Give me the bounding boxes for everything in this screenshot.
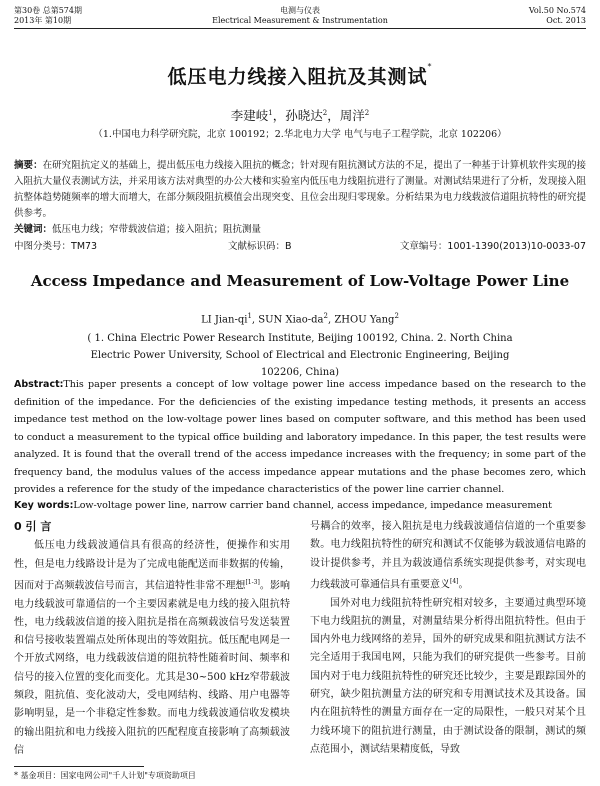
section-heading: 0 引 言 [14,520,52,533]
affiliation-en: ( 1. China Electric Power Research Institute, Beijing 100192, China. 2. North China Electric Power University, School of Electrical and Electronic Engineering, Beijing 102206, China) [87,333,513,378]
body-paragraph [310,595,586,760]
header-rule [14,28,586,29]
abstract-en-label: Abstract: [14,379,64,390]
footnote-rule [14,766,144,767]
header-journal-en: Electrical Measurement & Instrumentation [212,16,388,25]
paper-title-en: Access Impedance and Measurement of Low-Voltage Power Line [30,272,570,290]
author-en-sup: 2 [394,312,399,320]
body-paragraph [310,518,586,595]
abstract-cn [14,158,586,222]
keywords-cn-text: 低压电力线；窄带载波信道；接入阻抗；阻抗测量 [52,224,262,235]
doc-code-label: 文献标识码： [228,241,286,252]
author-en-name: ZHOU Yang [334,314,395,326]
author-cn-name: 李建岐 [230,108,269,123]
title-cn-text: 低压电力线接入阻抗及其测试 [167,66,428,88]
citation: [1-3] [245,578,260,586]
abstract-cn-text: 在研究阻抗定义的基础上，提出低压电力线接入阻抗的概念；针对现有阻抗测试方法的不足，提出了一种基于计算机软件实现的接入阻抗大量仪表测试方法，并采用该方法对典型的办公大楼和实验室内低压电力线阻抗进行了测量。对测试结果进行了分析，发现接入阻抗整体趋势随频率的增大而增大，在部分频段阻抗模值会出现突变、且位会出现归零现象。分析结果为电力线载波信道阻抗特性的研究提供参考。 [14,160,586,219]
body-text: 低压电力线载波通信具有很高的经济性，便操作和实用性，但是电力线路设计是为了完成电能配送而非数据的传输，因而对于高频载波信号而言，其信道特性非常不理想 [14,540,290,592]
footnote-funding: * 基金项目：国家电网公司"千人计划"专项资助项目 [14,771,196,780]
affiliation-cn: （1.中国电力科学研究院，北京 100192；2.华北电力大学 电气与电子工程学院，北京 102206） [93,129,507,140]
author-en-sup: 1 [247,312,252,320]
author-cn-sup: 2 [364,108,370,117]
doc-code-value: B [285,241,292,252]
authors-en: LI Jian-$qi^1$, SUN Xiao-$da^2$, ZHOU Yang$^2$ [201,312,399,326]
author-cn-name: 孙晓达 [285,108,323,123]
author-cn-sup: 2 [322,108,328,117]
clc-value: TM73 [71,241,98,252]
header-volume-right: Vol.50 No.574 [528,6,586,15]
authors-cn: 李建岐$^1$，孙晓达$^2$，周洋$^2$ [230,108,370,123]
keywords-en-text: Low-voltage power line, narrow carrier band channel, access impedance, impedance measurement [73,500,552,511]
abstract-en-text: This paper presents a concept of low voltage power line access impedance based on the research to the definition of the impedance. For the deficiencies of the existing impedance testing methods, it presents an access impedance test method on the low-voltage power lines based on computer software, and this method has been used to conduct a measurement to the typical office building and laboratory impedance. In this paper, the test results were analyzed. It is found that the overall trend of the access impedance increases with the frequency; in some part of the frequency band, the modulus values of the access impedance appear mutations and the phase becomes zero, which provides a reference for the study of the impedance characteristics of the power line carrier channel. [14,379,586,495]
abstract-cn-label: 摘要： [14,160,43,171]
clc-number [14,238,97,252]
header-date: Oct. 2013 [546,16,586,25]
body-text: 国外对电力线阻抗特性研究相对较多，主要通过典型环境下电力线阻抗的测量，对测量结果分析得出阻抗特性。但由于国内外电力线网络的差异，国外的研究成果和阻抗测试方法不完全适用于我国电网，只能为我们的研究提供一些参考。目前国内对于电力线阻抗特性的研究还比较少，主要是跟踪国外的研究，缺少阻抗测量方法的研究和专用测试技术及其设备。国内在阻抗特性的测量方面存在一定的局限性，一般只对某个且力线环境下的阻抗进行测量，由于测试设备的限制，测试的频点范围小，测试结果精度低，导致 [310,597,586,755]
body-text: 。 [458,579,469,591]
keywords-cn-label: 关键词： [14,224,53,235]
body-text: 号耦合的效率，接入阻抗是电力线载波通信信道的一个重要参数。电力线阻抗特性的研究和测试不仅能够为载波通信电路的设计提供参考，并且为载波通信系统实现提供参考，对实现电力线载波可靠通信具有重要意义 [310,521,586,591]
article-number [400,238,586,252]
title-footnote-mark: * [427,62,433,71]
keywords-en [14,498,586,514]
citation: [4] [450,577,459,585]
document-code [228,238,292,252]
keywords-en-label: Key words: [14,500,74,511]
author-en-name: SUN Xiao-da [258,314,324,326]
clc-label: 中图分类号： [14,241,72,252]
keywords-cn [14,222,586,238]
abstract-en [14,376,586,499]
author-cn-name: 周洋 [339,108,365,123]
body-paragraph [14,537,290,760]
article-no-value: 1001-1390(2013)10-0033-07 [447,241,586,252]
author-en-sup: 2 [323,312,328,320]
header-journal-cn: 电测与仪表 [280,6,320,15]
body-column-left [14,518,290,760]
author-cn-sup: 1 [268,108,273,117]
author-en-name: LI Jian-qi [201,314,248,326]
body-column-right [310,518,586,759]
article-no-label: 文章编号： [399,241,448,252]
paper-title-cn [0,62,600,89]
header-year-issue: 2013年 第10期 [14,16,72,25]
body-text: 。影响电力线载波可靠通信的一个主要因素就是电力线的接入阻抗特性，电力线载波信道的接入阻抗是指在高频载波信号发送装置和信号接收装置端点处所体现出的等效阻抗。低压配电网是一个开放式网络，电力线载波信道的阻抗特性随着时间、频率和信号的接入位置的变化而变化。尤其是30~500 kHz窄带载波频段，阻抗值、变化波动大，受电网结构、线路、用户电器等影响明显，是一个非稳定性参数。而电力线载波通信收发模块的输出阻抗和电力线接入阻抗的匹配程度直接影响了高频载波信 [14,580,291,756]
header-volume-left: 第30卷 总第574期 [14,6,82,15]
